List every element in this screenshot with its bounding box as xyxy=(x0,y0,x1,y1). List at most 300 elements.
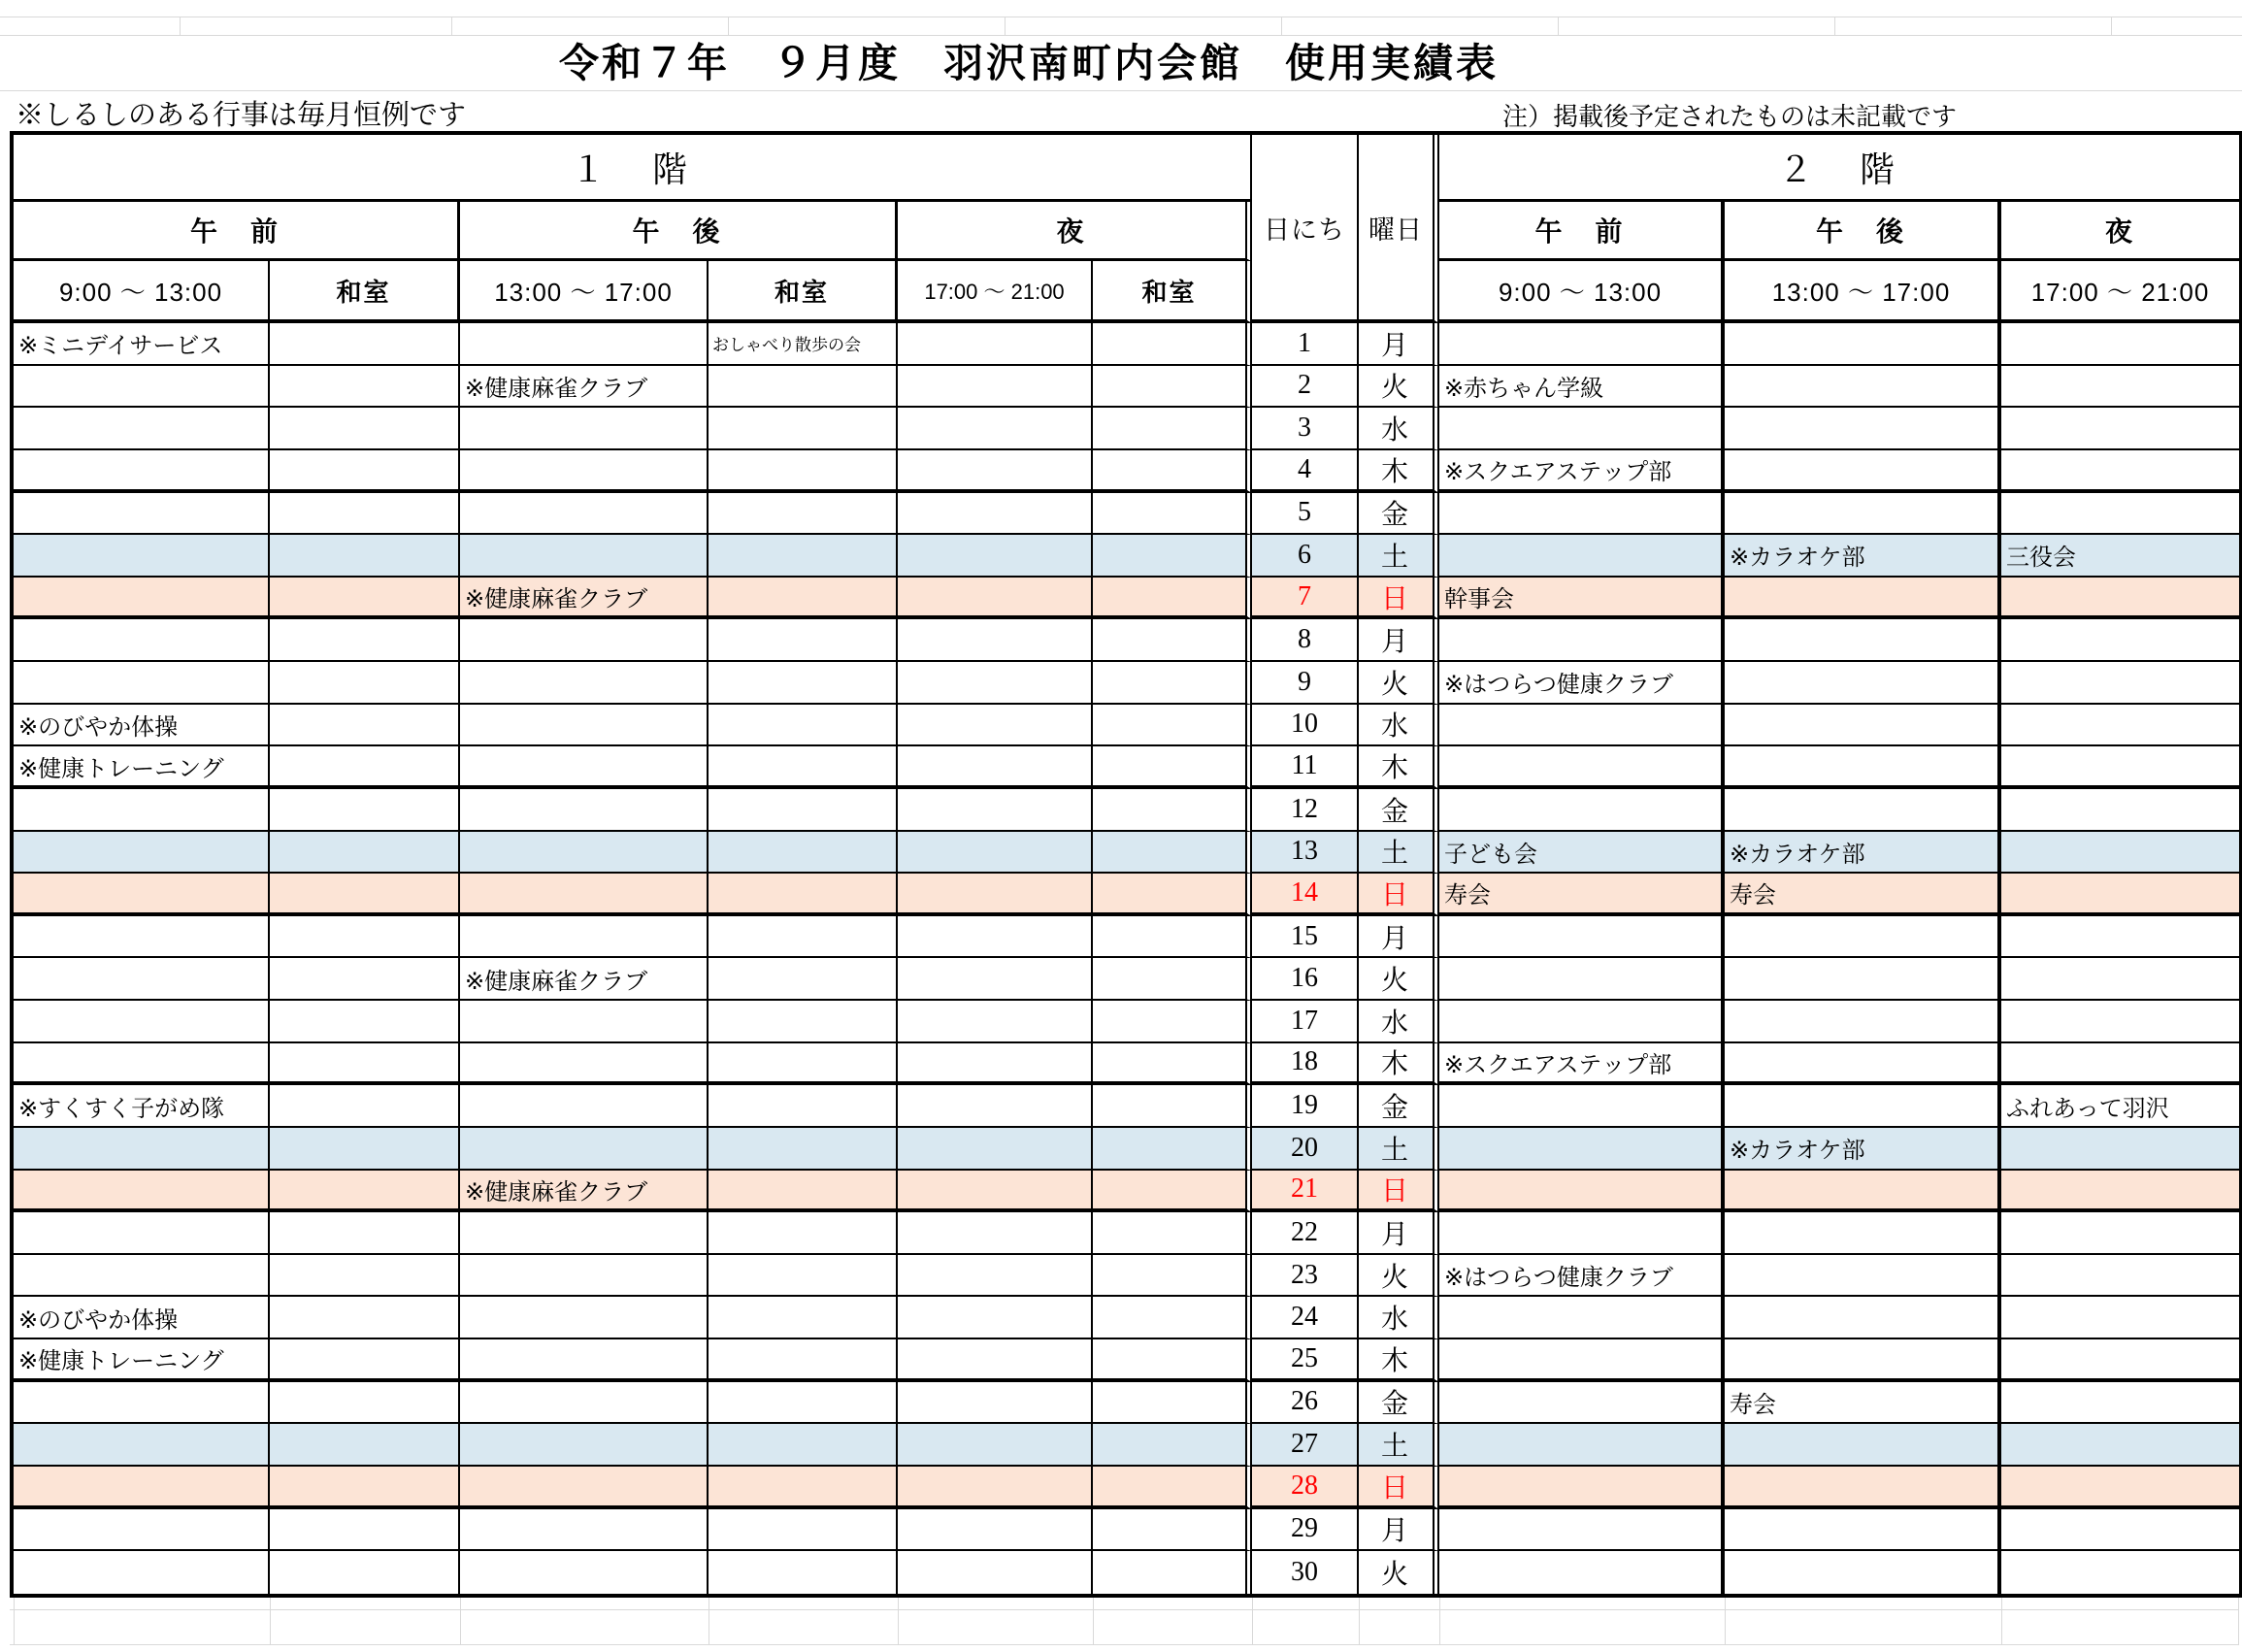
cell-7-f1-night xyxy=(898,578,1093,620)
cell-13-f1-pm xyxy=(460,832,709,875)
cell-25-f1-pm-room xyxy=(709,1339,898,1382)
day-11: 木 xyxy=(1359,746,1439,789)
cell-20-f2-am xyxy=(1439,1128,1725,1171)
grid-line xyxy=(0,35,2242,36)
cell-13-f2-pm: ※カラオケ部 xyxy=(1725,832,2001,875)
cell-17-f2-night xyxy=(2001,1001,2239,1043)
date-8: 8 xyxy=(1252,619,1359,662)
cell-14-f1-pm-room xyxy=(709,874,898,916)
cell-10-f1-pm-room xyxy=(709,705,898,747)
cell-24-f1-pm-room xyxy=(709,1297,898,1339)
grid-line xyxy=(1005,17,1006,35)
cell-22-f1-night-room xyxy=(1093,1212,1252,1255)
cell-29-f1-night-room xyxy=(1093,1509,1252,1552)
grid-line xyxy=(2238,1598,2239,1644)
cell-6-f1-am-room xyxy=(270,535,460,578)
cell-5-f1-pm-room xyxy=(709,493,898,536)
grid-line xyxy=(728,17,729,35)
day-19: 金 xyxy=(1359,1085,1439,1128)
cell-30-f1-am xyxy=(14,1551,270,1594)
day-6: 土 xyxy=(1359,535,1439,578)
cell-3-f2-pm xyxy=(1725,408,2001,450)
day-21: 日 xyxy=(1359,1171,1439,1213)
day-24: 水 xyxy=(1359,1297,1439,1339)
cell-13-f1-am-room xyxy=(270,832,460,875)
cell-8-f2-pm xyxy=(1725,619,2001,662)
cell-10-f1-night-room xyxy=(1093,705,1252,747)
cell-26-f1-pm xyxy=(460,1382,709,1425)
cell-29-f1-pm xyxy=(460,1509,709,1552)
cell-22-f1-am xyxy=(14,1212,270,1255)
cell-22-f1-pm xyxy=(460,1212,709,1255)
cell-21-f1-pm-room xyxy=(709,1171,898,1213)
cell-22-f2-night xyxy=(2001,1212,2239,1255)
cell-29-f1-am xyxy=(14,1509,270,1552)
cell-20-f2-night xyxy=(2001,1128,2239,1171)
date-17: 17 xyxy=(1252,1001,1359,1043)
cell-23-f1-pm xyxy=(460,1255,709,1298)
cell-1-f1-night xyxy=(898,323,1093,366)
cell-8-f1-am xyxy=(14,619,270,662)
date-14: 14 xyxy=(1252,874,1359,916)
cell-13-f2-am: 子ども会 xyxy=(1439,832,1725,875)
cell-8-f1-night xyxy=(898,619,1093,662)
cell-6-f1-am xyxy=(14,535,270,578)
cell-12-f1-pm-room xyxy=(709,789,898,832)
cell-28-f2-pm xyxy=(1725,1467,2001,1509)
day-22: 月 xyxy=(1359,1212,1439,1255)
date-25: 25 xyxy=(1252,1339,1359,1382)
cell-17-f1-pm-room xyxy=(709,1001,898,1043)
cell-27-f1-am xyxy=(14,1424,270,1467)
day-column-header: 曜日 xyxy=(1359,135,1439,323)
cell-20-f1-night-room xyxy=(1093,1128,1252,1171)
cell-3-f1-pm-room xyxy=(709,408,898,450)
cell-16-f2-am xyxy=(1439,958,1725,1001)
cell-23-f1-pm-room xyxy=(709,1255,898,1298)
day-20: 土 xyxy=(1359,1128,1439,1171)
cell-7-f1-am-room xyxy=(270,578,460,620)
day-27: 土 xyxy=(1359,1424,1439,1467)
f2-afternoon-time: 13:00 ～ 17:00 xyxy=(1725,261,2001,323)
grid-line xyxy=(1359,1598,1360,1644)
f2-morning-header: 午 前 xyxy=(1439,202,1725,261)
day-14: 日 xyxy=(1359,874,1439,916)
cell-16-f1-am-room xyxy=(270,958,460,1001)
cell-21-f1-pm: ※健康麻雀クラブ xyxy=(460,1171,709,1213)
f2-night-time: 17:00 ～ 21:00 xyxy=(2001,261,2239,323)
date-29: 29 xyxy=(1252,1509,1359,1552)
cell-24-f2-am xyxy=(1439,1297,1725,1339)
cell-14-f1-pm xyxy=(460,874,709,916)
cell-5-f1-am xyxy=(14,493,270,536)
cell-18-f1-am-room xyxy=(270,1043,460,1086)
cell-11-f1-night-room xyxy=(1093,746,1252,789)
cell-3-f1-am-room xyxy=(270,408,460,450)
cell-8-f2-am xyxy=(1439,619,1725,662)
cell-21-f1-am xyxy=(14,1171,270,1213)
cell-28-f1-pm xyxy=(460,1467,709,1509)
cell-28-f1-am xyxy=(14,1467,270,1509)
cell-3-f1-am xyxy=(14,408,270,450)
cell-19-f1-am-room xyxy=(270,1085,460,1128)
cell-24-f1-night-room xyxy=(1093,1297,1252,1339)
cell-19-f1-pm-room xyxy=(709,1085,898,1128)
cell-30-f2-night xyxy=(2001,1551,2239,1594)
cell-20-f1-pm xyxy=(460,1128,709,1171)
cell-28-f2-night xyxy=(2001,1467,2239,1509)
cell-26-f1-am-room xyxy=(270,1382,460,1425)
cell-2-f1-night-room xyxy=(1093,366,1252,409)
cell-10-f2-night xyxy=(2001,705,2239,747)
cell-8-f1-pm-room xyxy=(709,619,898,662)
day-1: 月 xyxy=(1359,323,1439,366)
cell-28-f1-night xyxy=(898,1467,1093,1509)
cell-26-f1-night xyxy=(898,1382,1093,1425)
cell-12-f1-night xyxy=(898,789,1093,832)
cell-12-f1-night-room xyxy=(1093,789,1252,832)
day-7: 日 xyxy=(1359,578,1439,620)
grid-line xyxy=(1439,1598,1440,1644)
cell-26-f2-pm: 寿会 xyxy=(1725,1382,2001,1425)
day-30: 火 xyxy=(1359,1551,1439,1594)
cell-2-f1-night xyxy=(898,366,1093,409)
cell-27-f1-night-room xyxy=(1093,1424,1252,1467)
cell-23-f2-pm xyxy=(1725,1255,2001,1298)
floor1-header: １ 階 xyxy=(14,135,1252,202)
cell-28-f1-night-room xyxy=(1093,1467,1252,1509)
cell-25-f1-night-room xyxy=(1093,1339,1252,1382)
cell-19-f1-am: ※すくすく子がめ隊 xyxy=(14,1085,270,1128)
day-17: 水 xyxy=(1359,1001,1439,1043)
cell-29-f1-night xyxy=(898,1509,1093,1552)
cell-20-f1-pm-room xyxy=(709,1128,898,1171)
cell-4-f1-night-room xyxy=(1093,450,1252,493)
grid-line xyxy=(0,90,2242,91)
date-10: 10 xyxy=(1252,705,1359,747)
cell-17-f1-night xyxy=(898,1001,1093,1043)
cell-18-f2-night xyxy=(2001,1043,2239,1086)
cell-10-f2-am xyxy=(1439,705,1725,747)
day-12: 金 xyxy=(1359,789,1439,832)
grid-line xyxy=(460,1598,461,1644)
cell-16-f2-pm xyxy=(1725,958,2001,1001)
cell-1-f1-am: ※ミニデイサービス xyxy=(14,323,270,366)
cell-1-f2-pm xyxy=(1725,323,2001,366)
cell-21-f1-night xyxy=(898,1171,1093,1213)
cell-5-f2-am xyxy=(1439,493,1725,536)
date-3: 3 xyxy=(1252,408,1359,450)
cell-11-f1-pm xyxy=(460,746,709,789)
cell-25-f1-am-room xyxy=(270,1339,460,1382)
cell-11-f1-pm-room xyxy=(709,746,898,789)
cell-9-f1-pm xyxy=(460,662,709,705)
cell-28-f1-pm-room xyxy=(709,1467,898,1509)
date-6: 6 xyxy=(1252,535,1359,578)
cell-15-f1-am xyxy=(14,916,270,959)
cell-15-f1-am-room xyxy=(270,916,460,959)
cell-30-f2-am xyxy=(1439,1551,1725,1594)
cell-11-f1-am-room xyxy=(270,746,460,789)
cell-21-f2-pm xyxy=(1725,1171,2001,1213)
cell-19-f2-night: ふれあって羽沢 xyxy=(2001,1085,2239,1128)
cell-5-f1-night-room xyxy=(1093,493,1252,536)
cell-27-f1-pm-room xyxy=(709,1424,898,1467)
grid-line xyxy=(1834,17,1835,35)
cell-13-f1-night-room xyxy=(1093,832,1252,875)
grid-line xyxy=(10,1644,2239,1645)
cell-6-f1-pm-room xyxy=(709,535,898,578)
cell-28-f1-am-room xyxy=(270,1467,460,1509)
f1-afternoon-room-header: 和室 xyxy=(709,261,898,323)
cell-5-f1-night xyxy=(898,493,1093,536)
cell-28-f2-am xyxy=(1439,1467,1725,1509)
day-18: 木 xyxy=(1359,1043,1439,1086)
cell-4-f1-pm xyxy=(460,450,709,493)
cell-3-f1-night xyxy=(898,408,1093,450)
cell-6-f2-pm: ※カラオケ部 xyxy=(1725,535,2001,578)
cell-30-f1-pm xyxy=(460,1551,709,1594)
date-9: 9 xyxy=(1252,662,1359,705)
cell-27-f1-pm xyxy=(460,1424,709,1467)
usage-table xyxy=(10,131,2242,1598)
cell-14-f2-am: 寿会 xyxy=(1439,874,1725,916)
day-16: 火 xyxy=(1359,958,1439,1001)
grid-line xyxy=(898,1598,899,1644)
day-2: 火 xyxy=(1359,366,1439,409)
cell-13-f1-am xyxy=(14,832,270,875)
cell-27-f2-pm xyxy=(1725,1424,2001,1467)
cell-3-f1-pm xyxy=(460,408,709,450)
cell-15-f2-am xyxy=(1439,916,1725,959)
cell-24-f1-am-room xyxy=(270,1297,460,1339)
cell-17-f2-am xyxy=(1439,1001,1725,1043)
cell-26-f1-pm-room xyxy=(709,1382,898,1425)
cell-14-f2-night xyxy=(2001,874,2239,916)
cell-19-f2-am xyxy=(1439,1085,1725,1128)
cell-4-f1-night xyxy=(898,450,1093,493)
cell-5-f1-am-room xyxy=(270,493,460,536)
cell-27-f1-am-room xyxy=(270,1424,460,1467)
day-13: 土 xyxy=(1359,832,1439,875)
date-5: 5 xyxy=(1252,493,1359,536)
date-20: 20 xyxy=(1252,1128,1359,1171)
cell-29-f2-night xyxy=(2001,1509,2239,1552)
cell-13-f1-night xyxy=(898,832,1093,875)
date-15: 15 xyxy=(1252,916,1359,959)
cell-21-f2-night xyxy=(2001,1171,2239,1213)
cell-11-f1-am: ※健康トレーニング xyxy=(14,746,270,789)
cell-16-f1-am xyxy=(14,958,270,1001)
cell-23-f1-am-room xyxy=(270,1255,460,1298)
grid-line xyxy=(1281,17,1282,35)
cell-9-f1-night xyxy=(898,662,1093,705)
cell-30-f1-am-room xyxy=(270,1551,460,1594)
cell-16-f1-pm-room xyxy=(709,958,898,1001)
cell-9-f2-pm xyxy=(1725,662,2001,705)
cell-2-f1-am xyxy=(14,366,270,409)
date-27: 27 xyxy=(1252,1424,1359,1467)
note-unlisted: 注）掲載後予定されたものは未記載です xyxy=(1502,102,1958,131)
date-24: 24 xyxy=(1252,1297,1359,1339)
cell-18-f1-pm xyxy=(460,1043,709,1086)
cell-4-f1-pm-room xyxy=(709,450,898,493)
cell-19-f2-pm xyxy=(1725,1085,2001,1128)
f1-morning-room-header: 和室 xyxy=(270,261,460,323)
cell-22-f1-night xyxy=(898,1212,1093,1255)
f1-morning-time: 9:00 ～ 13:00 xyxy=(14,261,270,323)
cell-25-f1-night xyxy=(898,1339,1093,1382)
day-28: 日 xyxy=(1359,1467,1439,1509)
cell-24-f1-am: ※のびやか体操 xyxy=(14,1297,270,1339)
cell-27-f1-night xyxy=(898,1424,1093,1467)
cell-9-f2-night xyxy=(2001,662,2239,705)
cell-30-f1-pm-room xyxy=(709,1551,898,1594)
cell-27-f2-am xyxy=(1439,1424,1725,1467)
cell-2-f2-night xyxy=(2001,366,2239,409)
cell-30-f2-pm xyxy=(1725,1551,2001,1594)
grid-line xyxy=(1725,1598,1726,1644)
cell-12-f2-am xyxy=(1439,789,1725,832)
cell-19-f1-pm xyxy=(460,1085,709,1128)
cell-10-f1-am: ※のびやか体操 xyxy=(14,705,270,747)
cell-14-f1-night-room xyxy=(1093,874,1252,916)
cell-25-f2-am xyxy=(1439,1339,1725,1382)
cell-10-f1-am-room xyxy=(270,705,460,747)
cell-7-f1-pm-room xyxy=(709,578,898,620)
cell-18-f2-am: ※スクエアステップ部 xyxy=(1439,1043,1725,1086)
cell-9-f1-am-room xyxy=(270,662,460,705)
cell-20-f1-am-room xyxy=(270,1128,460,1171)
cell-23-f1-night-room xyxy=(1093,1255,1252,1298)
day-3: 水 xyxy=(1359,408,1439,450)
cell-9-f1-night-room xyxy=(1093,662,1252,705)
cell-1-f2-am xyxy=(1439,323,1725,366)
cell-24-f2-night xyxy=(2001,1297,2239,1339)
cell-4-f1-am-room xyxy=(270,450,460,493)
day-5: 金 xyxy=(1359,493,1439,536)
cell-16-f1-pm: ※健康麻雀クラブ xyxy=(460,958,709,1001)
cell-20-f2-pm: ※カラオケ部 xyxy=(1725,1128,2001,1171)
cell-26-f2-night xyxy=(2001,1382,2239,1425)
cell-27-f2-night xyxy=(2001,1424,2239,1467)
grid-line xyxy=(10,1609,2239,1610)
cell-18-f2-pm xyxy=(1725,1043,2001,1086)
cell-21-f1-night-room xyxy=(1093,1171,1252,1213)
cell-11-f2-am xyxy=(1439,746,1725,789)
day-29: 月 xyxy=(1359,1509,1439,1552)
cell-15-f1-pm-room xyxy=(709,916,898,959)
grid-line xyxy=(270,1598,271,1644)
cell-12-f2-night xyxy=(2001,789,2239,832)
day-15: 月 xyxy=(1359,916,1439,959)
cell-14-f1-night xyxy=(898,874,1093,916)
cell-2-f1-am-room xyxy=(270,366,460,409)
cell-7-f1-am xyxy=(14,578,270,620)
date-19: 19 xyxy=(1252,1085,1359,1128)
day-10: 水 xyxy=(1359,705,1439,747)
cell-12-f2-pm xyxy=(1725,789,2001,832)
day-9: 火 xyxy=(1359,662,1439,705)
date-4: 4 xyxy=(1252,450,1359,493)
cell-25-f2-pm xyxy=(1725,1339,2001,1382)
cell-3-f1-night-room xyxy=(1093,408,1252,450)
cell-23-f2-night xyxy=(2001,1255,2239,1298)
cell-16-f1-night xyxy=(898,958,1093,1001)
cell-17-f1-night-room xyxy=(1093,1001,1252,1043)
grid-line xyxy=(1093,1598,1094,1644)
cell-5-f2-pm xyxy=(1725,493,2001,536)
cell-11-f2-pm xyxy=(1725,746,2001,789)
cell-7-f2-pm xyxy=(1725,578,2001,620)
day-23: 火 xyxy=(1359,1255,1439,1298)
day-8: 月 xyxy=(1359,619,1439,662)
cell-24-f2-pm xyxy=(1725,1297,2001,1339)
cell-25-f2-night xyxy=(2001,1339,2239,1382)
cell-2-f2-pm xyxy=(1725,366,2001,409)
date-column-header: 日にち xyxy=(1252,135,1359,323)
cell-7-f2-night xyxy=(2001,578,2239,620)
cell-14-f1-am-room xyxy=(270,874,460,916)
cell-1-f1-pm-room: おしゃべり散歩の会 xyxy=(709,323,898,366)
f1-night-room-header: 和室 xyxy=(1093,261,1252,323)
date-1: 1 xyxy=(1252,323,1359,366)
cell-22-f2-pm xyxy=(1725,1212,2001,1255)
cell-26-f2-am xyxy=(1439,1382,1725,1425)
cell-6-f1-night-room xyxy=(1093,535,1252,578)
cell-23-f1-am xyxy=(14,1255,270,1298)
cell-4-f2-pm xyxy=(1725,450,2001,493)
day-25: 木 xyxy=(1359,1339,1439,1382)
cell-22-f1-am-room xyxy=(270,1212,460,1255)
cell-8-f1-pm xyxy=(460,619,709,662)
cell-23-f1-night xyxy=(898,1255,1093,1298)
note-monthly-regular: ※しるしのある行事は毎月恒例です xyxy=(16,99,467,131)
cell-15-f1-pm xyxy=(460,916,709,959)
cell-6-f1-night xyxy=(898,535,1093,578)
grid-line xyxy=(2001,1598,2002,1644)
date-18: 18 xyxy=(1252,1043,1359,1086)
cell-3-f2-am xyxy=(1439,408,1725,450)
cell-29-f1-pm-room xyxy=(709,1509,898,1552)
f1-night-time: 17:00 ～ 21:00 xyxy=(898,261,1093,323)
cell-14-f2-pm: 寿会 xyxy=(1725,874,2001,916)
cell-12-f1-am xyxy=(14,789,270,832)
cell-6-f2-am xyxy=(1439,535,1725,578)
date-23: 23 xyxy=(1252,1255,1359,1298)
grid-line xyxy=(451,17,452,35)
cell-15-f1-night xyxy=(898,916,1093,959)
cell-18-f1-night-room xyxy=(1093,1043,1252,1086)
date-12: 12 xyxy=(1252,789,1359,832)
cell-2-f1-pm-room xyxy=(709,366,898,409)
cell-29-f2-am xyxy=(1439,1509,1725,1552)
cell-9-f1-am xyxy=(14,662,270,705)
f2-night-header: 夜 xyxy=(2001,202,2239,261)
cell-1-f2-night xyxy=(2001,323,2239,366)
cell-15-f2-pm xyxy=(1725,916,2001,959)
cell-4-f2-night xyxy=(2001,450,2239,493)
cell-22-f2-am xyxy=(1439,1212,1725,1255)
cell-30-f1-night xyxy=(898,1551,1093,1594)
cell-1-f1-night-room xyxy=(1093,323,1252,366)
f2-afternoon-header: 午 後 xyxy=(1725,202,2001,261)
cell-18-f1-am xyxy=(14,1043,270,1086)
cell-4-f2-am: ※スクエアステップ部 xyxy=(1439,450,1725,493)
cell-25-f1-pm xyxy=(460,1339,709,1382)
cell-17-f1-am xyxy=(14,1001,270,1043)
cell-11-f2-night xyxy=(2001,746,2239,789)
